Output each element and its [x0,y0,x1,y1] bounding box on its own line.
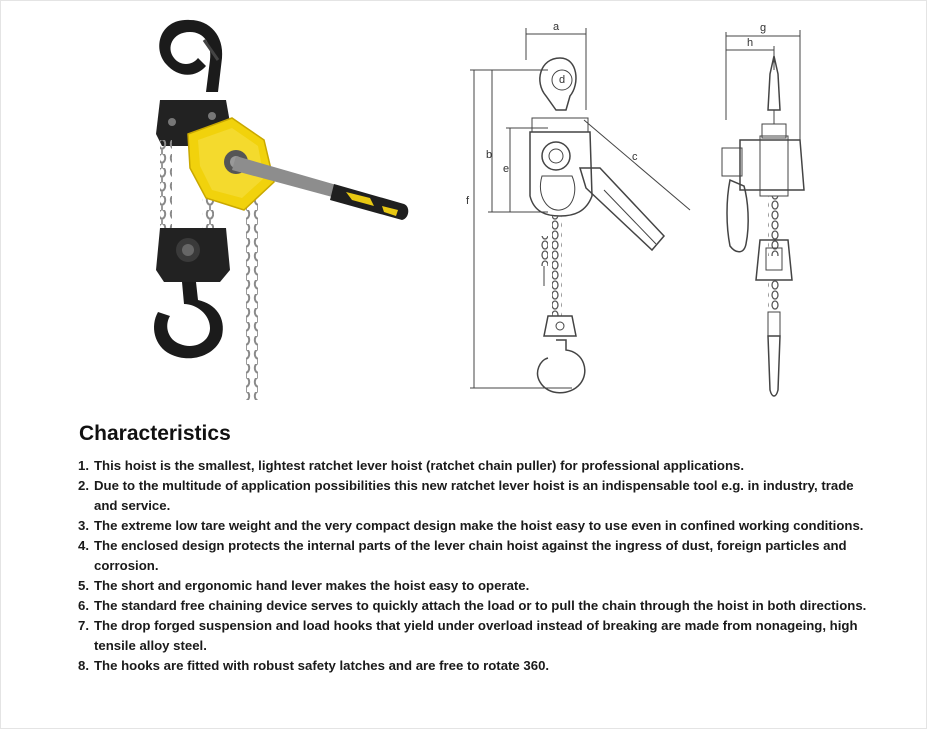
list-item-text: The standard free chaining device serves to quickly attach the load or to pull the chain through the hoist in both directions. [94,598,867,613]
list-item-text: The hooks are fitted with robust safety latches and are free to rotate 360. [94,658,550,673]
list-item [78,536,868,576]
list-item [78,576,868,596]
list-item-number: 2. [78,478,89,493]
dim-label-h: h [747,37,754,49]
list-item [78,516,868,536]
dim-label-b: b [486,149,493,161]
load-chain-left [160,140,172,230]
list-item-number: 3. [78,518,89,533]
dim-label-g: g [760,22,767,34]
list-item-number: 8. [78,658,89,673]
list-item-text: This hoist is the smallest, lightest ratchet lever hoist (ratchet chain puller) for professional applications. [94,458,744,473]
dim-label-f: f [466,195,470,207]
list-item-text: The short and ergonomic hand lever makes the hoist easy to operate. [94,578,530,593]
characteristics-heading: Characteristics [79,422,231,445]
dim-label-d: d [559,74,566,86]
list-item [78,596,868,616]
load-chain-right [246,200,258,400]
list-item-text: The extreme low tare weight and the very compact design make the hoist easy to use even in confined working conditions. [94,518,864,533]
top-hook-icon [159,20,222,92]
list-item-number: 7. [78,618,89,633]
list-item [78,656,868,676]
list-item-number: 6. [78,598,89,613]
bottom-hook-icon [154,282,223,358]
dim-label-a: a [553,21,560,33]
list-item-text: The enclosed design protects the internal parts of the lever chain hoist against the ingress of dust, foreign particles and corrosion. [94,538,847,573]
list-item-text: Due to the multitude of application possibilities this new ratchet lever hoist is an indispensable tool e.g. in industry, trade and service. [94,478,854,513]
front-dimension-drawing [470,28,690,393]
side-dimension-drawing [722,30,804,396]
list-item-number: 4. [78,538,89,553]
dim-label-c: c [632,151,638,163]
list-item-number: 5. [78,578,89,593]
list-item-text: The drop forged suspension and load hooks that yield under overload instead of breaking are made from nonageing, high tensile alloy steel. [94,618,858,653]
list-item-number: 1. [78,458,89,473]
list-item [78,476,868,516]
list-item [78,616,868,656]
lever-hoist-photo [154,20,408,400]
characteristics-list [78,456,868,676]
dim-label-e: e [503,163,510,175]
list-item [78,456,868,476]
